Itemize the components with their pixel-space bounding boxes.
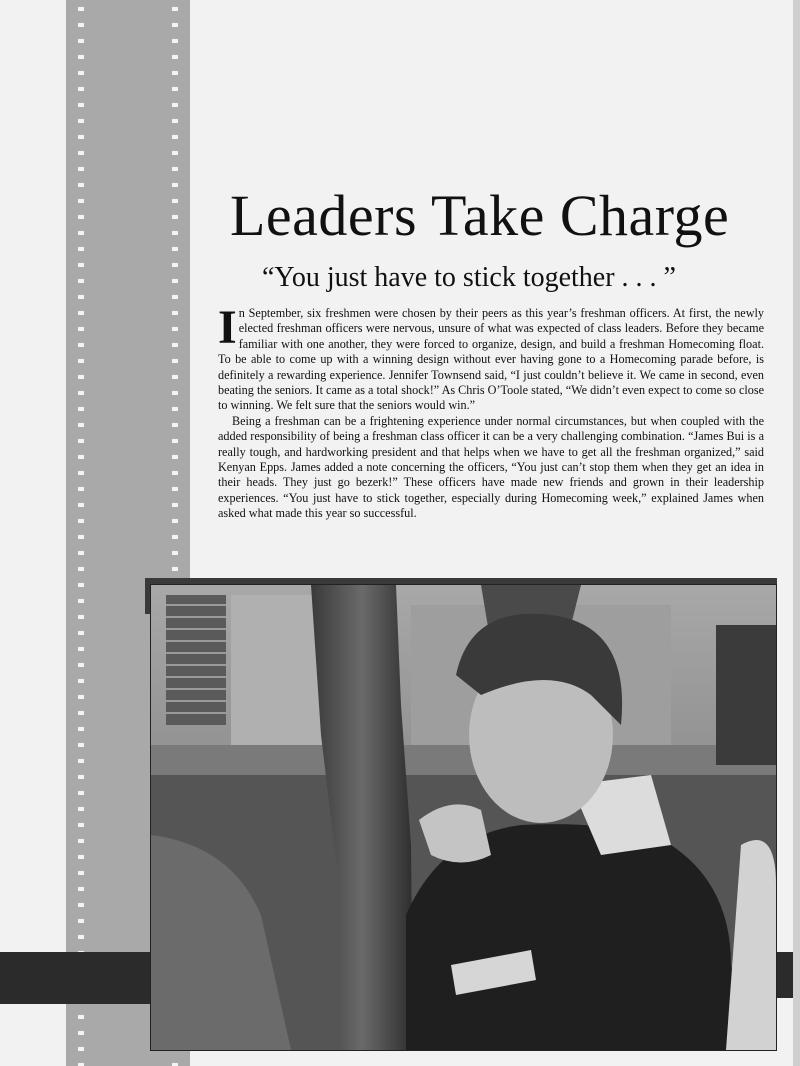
dark-band-right bbox=[776, 952, 793, 998]
article-paragraph-2: Being a freshman can be a frightening experience under normal circumstances, but when coupled with the added responsibility of being a freshman class officer it can be a very challenging combination. “James Bui is a really tough, and hardworking president and that helps when we have to get all the freshman organized,” said Kenyan Epps. James added a note concerning the officers, “You just can’t stop them when they get an idea in their heads. They just go bezerk!” These officers have made new friends and grown in their leadership experiences. “You just have to stick together, especially during Homecoming week,” explained James when asked what made this year so successful. bbox=[218, 413, 764, 521]
drop-cap: I bbox=[218, 301, 237, 354]
film-perforations-left bbox=[78, 0, 84, 1066]
window-shutter bbox=[166, 595, 226, 725]
page-edge bbox=[793, 0, 800, 1066]
dark-band-left bbox=[0, 952, 150, 1004]
page-title: Leaders Take Charge bbox=[230, 183, 730, 248]
article-body bbox=[218, 301, 764, 522]
photo-illustration bbox=[151, 585, 776, 1050]
student-photo bbox=[150, 584, 777, 1051]
article-paragraph-1 bbox=[218, 301, 764, 414]
paragraph-1-text: n September, six freshmen were chosen by their peers as this year’s freshman officers. At first, the newly elected freshman officers were nervous, unsure of what was expected of class leaders. Before they became familiar with one another, they were forced to organize, design, and build a freshman Homecoming float. To be able to come up with a winning design without ever having gone to a Homecoming parade before, is definitely a rewarding experience. Jennifer Townsend said, “I just couldn’t believe it. We came in second, even beating the seniors. It came as a total shock!” As Chris O’Toole stated, “We didn’t even expect to come so close to winning. We felt sure that the seniors would win.” bbox=[218, 306, 764, 413]
pull-quote-subtitle: “You just have to stick together . . . ” bbox=[262, 262, 676, 293]
